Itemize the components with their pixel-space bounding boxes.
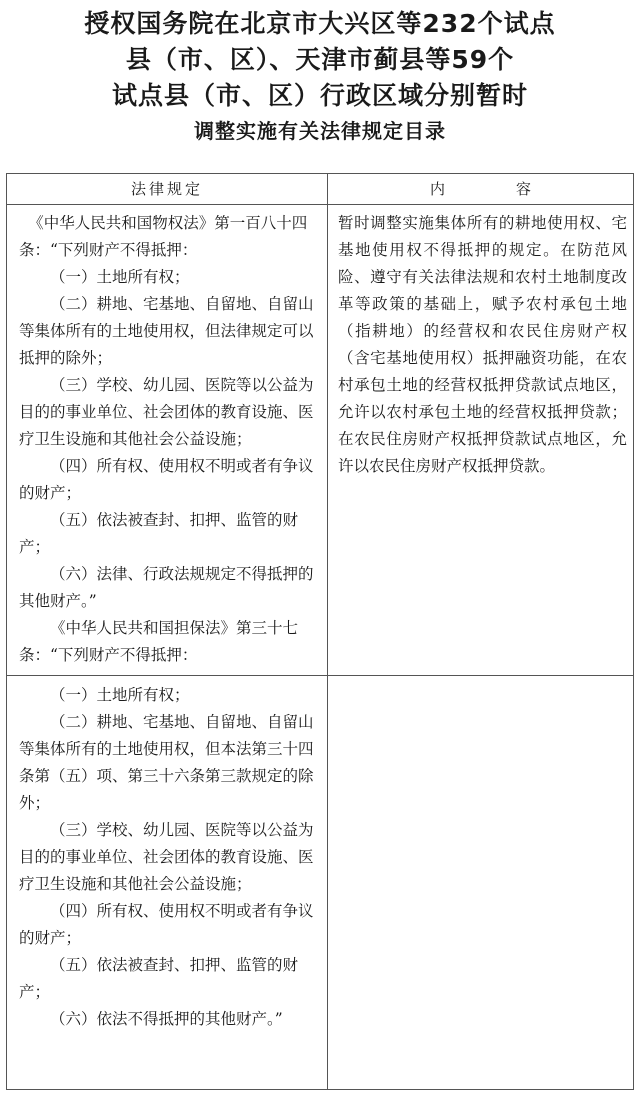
header-content: 内 容 [429, 180, 559, 198]
row2-law-paragraph: （三）学校、幼儿园、医院等以公益为目的的事业单位、社会团体的教育设施、医疗卫生设施和其他社会公益设施； [19, 821, 314, 893]
row-divider [7, 675, 633, 676]
row1-law-paragraph: （一）土地所有权； [50, 268, 190, 286]
row1-law-paragraph: 《中华人民共和国担保法》第三十七条：“下列财产不得抵押： [19, 619, 299, 664]
row1-law-paragraph: （四）所有权、使用权不明或者有争议的财产； [19, 457, 314, 502]
title-line-3: 试点县（市、区）行政区域分别暂时 [111, 81, 528, 110]
row1-law-paragraph: （三）学校、幼儿园、医院等以公益为目的的事业单位、社会团体的教育设施、医疗卫生设施和其他社会公益设施； [19, 376, 314, 448]
row2-law-paragraph: （一）土地所有权； [50, 686, 190, 704]
title-line-1: 授权国务院在北京市大兴区等232个试点 [84, 9, 556, 38]
row2-law-paragraph: （五）依法被查封、扣押、监管的财产； [19, 956, 299, 1001]
row2-law-paragraph: （六）依法不得抵押的其他财产。” [50, 1010, 283, 1028]
column-divider [327, 174, 328, 1089]
law-table [6, 173, 634, 1090]
row2-law-cell [19, 682, 315, 1033]
header-divider [7, 204, 633, 205]
document-subtitle: 调整实施有关法律规定目录 [194, 119, 446, 143]
row1-content-cell: 暂时调整实施集体所有的耕地使用权、宅基地使用权不得抵押的规定。在防范风险、遵守有关法律法规和农村土地制度改革等政策的基础上，赋予农村承包土地（指耕地）的经营权和农民住房财产权（含宅基地使用权）抵押融资功能，在农村承包土地的经营权抵押贷款试点地区，允许以农村承包土地的经营权抵押贷款；在农民住房财产权抵押贷款试点地区，允许以农民住房财产权抵押贷款。 [338, 214, 627, 475]
header-law: 法律规定 [130, 180, 203, 198]
row1-law-paragraph: （六）法律、行政法规规定不得抵押的其他财产。” [19, 565, 314, 610]
title-line-2: 县（市、区）、天津市蓟县等59个 [125, 45, 515, 74]
row1-law-paragraph: （二）耕地、宅基地、自留地、自留山等集体所有的土地使用权，但法律规定可以抵押的除外； [19, 295, 314, 367]
document-title [0, 0, 640, 146]
row2-law-paragraph: （四）所有权、使用权不明或者有争议的财产； [19, 902, 314, 947]
row1-law-cell [19, 210, 315, 669]
row2-law-paragraph: （二）耕地、宅基地、自留地、自留山等集体所有的土地使用权，但本法第三十四条第（五）项、第三十六条第三款规定的除外； [19, 713, 314, 812]
row1-law-paragraph: （五）依法被查封、扣押、监管的财产； [19, 511, 299, 556]
row1-law-paragraph: 《中华人民共和国物权法》第一百八十四条：“下列财产不得抵押： [19, 214, 308, 259]
